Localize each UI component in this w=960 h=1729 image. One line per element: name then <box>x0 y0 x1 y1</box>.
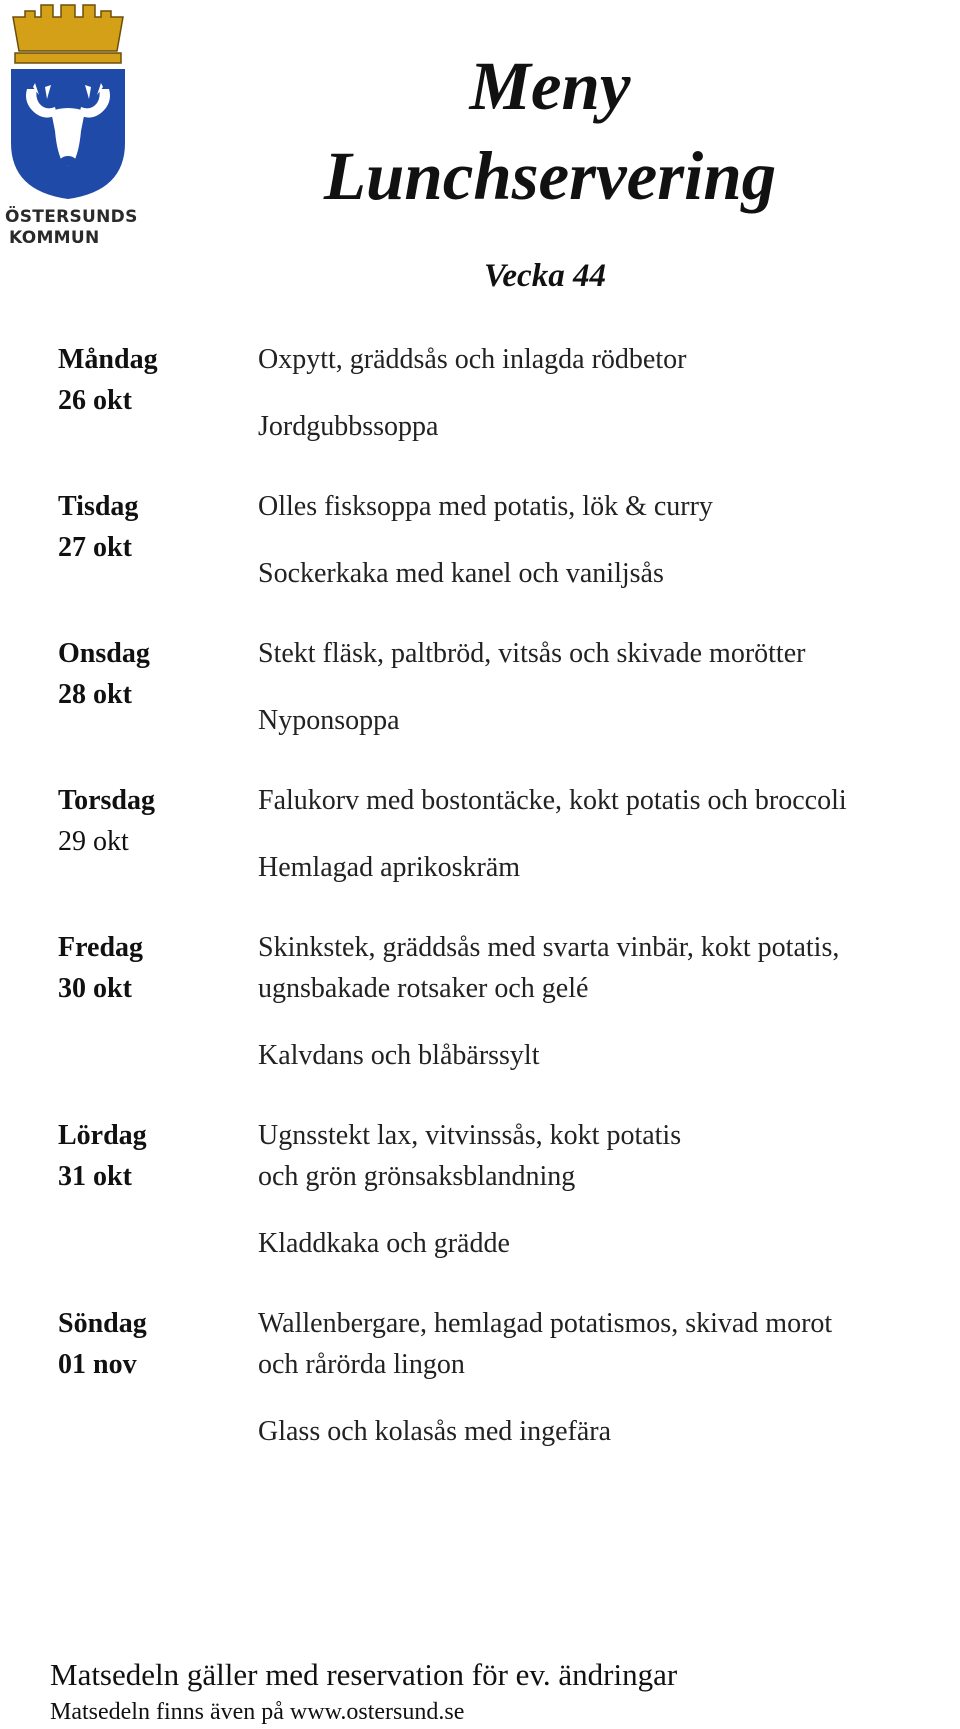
dessert-wednesday: Nyponsoppa <box>258 705 400 736</box>
page-subtitle: Lunchservering <box>323 138 777 214</box>
day-name: Fredag <box>58 932 144 963</box>
main-dish-line: Skinkstek, gräddsås med svarta vinbär, kokt potatis, <box>258 932 840 963</box>
main-dish-line: Ugnsstekt lax, vitvinssås, kokt potatis <box>258 1120 682 1151</box>
main-dish-line: ugnsbakade rotsaker och gelé <box>258 973 589 1004</box>
day-name: Söndag <box>58 1308 147 1339</box>
day-date: 27 okt <box>58 532 132 563</box>
day-date: 31 okt <box>58 1161 132 1192</box>
day-date: 01 nov <box>58 1349 137 1380</box>
main-dish-line: Oxpytt, gräddsås och inlagda rödbetor <box>258 344 687 375</box>
day-monday <box>58 339 258 421</box>
footer-disclaimer: Matsedeln gäller med reservation för ev. ändringar <box>50 1657 678 1692</box>
dessert-thursday: Hemlagad aprikoskräm <box>258 852 521 883</box>
main-dish-sunday <box>258 1303 958 1385</box>
day-wednesday <box>58 633 258 715</box>
dessert-monday: Jordgubbssoppa <box>258 411 439 442</box>
main-dish-tuesday <box>258 486 958 527</box>
dessert-saturday: Kladdkaka och grädde <box>258 1228 510 1259</box>
day-date: 29 okt <box>58 826 129 857</box>
day-date: 28 okt <box>58 679 132 710</box>
main-dish-line: och rårörda lingon <box>258 1349 465 1380</box>
day-name: Tisdag <box>58 491 139 522</box>
main-dish-line: Stekt fläsk, paltbröd, vitsås och skivade morötter <box>258 638 806 669</box>
day-name: Torsdag <box>58 785 156 816</box>
day-sunday <box>58 1303 258 1385</box>
day-name: Onsdag <box>58 638 150 669</box>
logo-name-2: KOMMUN <box>9 228 100 248</box>
day-saturday <box>58 1115 258 1197</box>
main-dish-thursday <box>258 780 958 821</box>
day-date: 26 okt <box>58 385 132 416</box>
day-friday <box>58 927 258 1009</box>
footer-website: Matsedeln finns även på www.ostersund.se <box>50 1699 465 1725</box>
main-dish-saturday <box>258 1115 958 1197</box>
main-dish-friday <box>258 927 958 1009</box>
day-name: Lördag <box>58 1120 147 1151</box>
page-title: Meny <box>469 48 631 124</box>
logo-name: ÖSTERSUNDS <box>5 207 138 227</box>
dessert-tuesday: Sockerkaka med kanel och vaniljsås <box>258 558 664 589</box>
main-dish-line: Wallenbergare, hemlagad potatismos, skivad morot <box>258 1308 833 1339</box>
day-thursday <box>58 780 258 862</box>
main-dish-line: och grön grönsaksblandning <box>258 1161 576 1192</box>
day-name: Måndag <box>58 344 158 375</box>
main-dish-line: Olles fisksoppa med potatis, lök & curry <box>258 491 713 522</box>
day-date: 30 okt <box>58 973 132 1004</box>
main-dish-line: Falukorv med bostontäcke, kokt potatis och broccoli <box>258 785 847 816</box>
dessert-friday: Kalvdans och blåbärssylt <box>258 1040 540 1071</box>
week-label: Vecka 44 <box>484 258 606 294</box>
dessert-sunday: Glass och kolasås med ingefära <box>258 1416 611 1447</box>
main-dish-monday <box>258 339 958 380</box>
day-tuesday <box>58 486 258 568</box>
main-dish-wednesday <box>258 633 958 674</box>
